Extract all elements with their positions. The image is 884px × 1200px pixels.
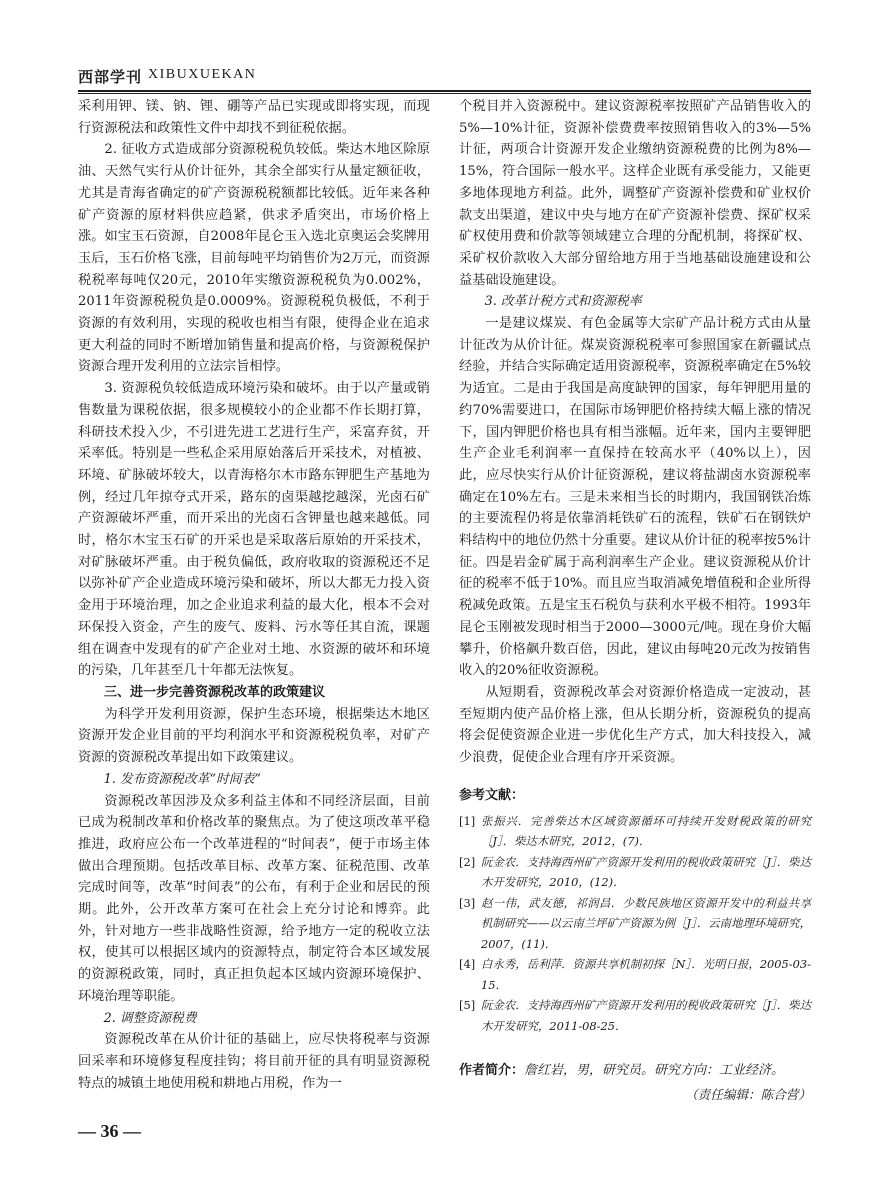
paragraph: 资源税改革因涉及众多利益主体和不同经济层面，目前已成为税制改革和价格改革的聚焦点。为了使这项改革平稳推进，政府应公布一个改革进程的“时间表”，便于市场主体做出合理预期。包括改革目标、改革方案、征税范围、改革完成时间等，改革“时间表”的公布，有利于企业和居民的预期。此外，公开改革方案可在社会上充分讨论和博弈。此外，针对地方一些非战略性资源，给予地方一定的税收立法权，使其可以根据区域内的资源特点，制定符合本区域发展的资源税政策，同时，真正担负起本区域内资源环境保护、环境治理等职能。 [78,793,430,1004]
right-column [459,96,811,1105]
reference-item [459,954,811,995]
responsible-editor: （责任编辑：陈合营） [685,1086,811,1102]
left-column [78,96,430,1094]
reference-number: [5] [459,998,476,1012]
section-heading: 三、进一步完善资源税改革的政策建议 [104,684,326,700]
header-rule-thin [78,93,811,94]
reference-text: 阮金农．支持海西州矿产资源开发利用的税收政策研究［J］．柴达木开发研究，2011-08-25． [481,998,811,1033]
author-bio-text: 詹红岩，男，研究员。研究方向：工业经济。 [524,1063,785,1078]
reference-item [459,893,811,955]
paragraph: 3. 资源税负较低造成环境污染和破坏。由于以产量或销售数量为课税依据，很多规模较小的企业都不作长期打算，科研技术投入少，不引进先进工艺进行生产，采富弃贫，开采率低。特别是一些私企采用原始落后开采技术，对植被、环境、矿脉破坏较大，以青海格尔木市路东钾肥生产基地为例，经过几年掠夺式开采，路东的卤渠越挖越深，光卤石矿产资源破坏严重，而开采出的光卤石含钾量也越来越低。同时，格尔木宝玉石矿的开采也是采取落后原始的开采技术，对矿脉破坏严重。由于税负偏低，政府收取的资源税还不足以弥补矿产企业造成环境污染和破坏，所以大都无力投入资金用于环境治理，加之企业追求利益的最大化，根本不会对环保投入资金，产生的废气、废料、污水等任其自流，课题组在调查中发现有的矿产企业对土地、水资源的破坏和环境的污染，几年甚至几十年都无法恢复。 [78,381,430,679]
journal-name-pinyin: XIBUXUEKAN [148,67,257,82]
paragraph: 采利用钾、镁、钠、锂、硼等产品已实现或即将实现，而现行资源税法和政策性文件中却找不到征税依据。 [78,99,430,136]
author-bio [459,1060,811,1082]
reference-item [459,852,811,893]
paragraph: 为科学开发利用资源，保护生态环境，根据柴达木地区资源开发企业目前的平均利润水平和资源税税负率，对矿产资源的资源税改革提出如下政策建议。 [78,706,430,766]
author-bio-label: 作者简介： [459,1063,525,1078]
reference-text: 阮金农．支持海西州矿产资源开发利用的税收政策研究［J］．柴达木开发研究，2010，(12)． [481,854,811,889]
paragraph: 2. 征收方式造成部分资源税税负较低。柴达木地区除原油、天然气实行从价计征外，其余全部实行从量定额征收，尤其是青海省确定的矿产资源税税额都比较低。近年来各种矿产资源的原材料供应趋紧，供求矛盾突出，市场价格上涨。如宝玉石资源，自2008年昆仑玉入选北京奥运会奖牌用玉后，玉石价格飞涨，目前每吨平均销售价为2万元，而资源税税率每吨仅20元，2010年实缴资源税税负为0.002%，2011年资源税税负是0.0009%。资源税税负极低，不利于资源的有效利用，实现的税收也相当有限，使得企业在追求更大利益的同时不断增加销售量和提高价格，与资源税保护资源合理开发利用的立法宗旨相悖。 [78,142,430,375]
reference-list [459,811,811,1037]
reference-text: 张振兴．完善柴达木区域资源循环可持续开发财税政策的研究［J］．柴达木研究，2012，(7)． [481,813,811,848]
reference-item [459,995,811,1036]
reference-text: 白永秀，岳利萍．资源共享机制初探［N］．光明日报，2005-03-15． [481,957,811,992]
reference-number: [1] [459,813,476,828]
reference-number: [4] [459,957,476,971]
header-rule [78,90,811,92]
paragraph: 从短期看，资源税改革会对资源价格造成一定波动，甚至短期内使产品价格上涨，但从长期分析，资源税负的提高将会促使资源企业进一步优化生产方式，加大科技投入，减少浪费，促使企业合理有序开采资源。 [459,684,811,766]
subsection-heading: 3. 改革计税方式和资源税率 [484,294,642,310]
reference-number: [3] [459,895,476,910]
running-header [78,66,811,92]
paragraph: 一是建议煤炭、有色金属等大宗矿产品计税方式由从量计征改为从价计征。煤炭资源税税率可参照国家在新疆试点经验，并结合实际确定适用资源税率，资源税率确定在5%较为适宜。二是由于我国是高度缺钾的国家，每年钾肥用量的约70%需要进口，在国际市场钾肥价格持续大幅上涨的情况下，国内钾肥价格也具有相当涨幅。近年来，国内主要钾肥生产企业毛利润率一直保持在较高水平（40%以上），因此，应尽快实行从价计征资源税，建议将盐湖卤水资源税率确定在10%左右。三是未来相当长的时期内，我国钢铁冶炼的主要流程仍将是依靠消耗铁矿石的流程，铁矿石在钢铁炉料结构中的地位仍然十分重要。建议从价计征的税率按5%计征。四是岩金矿属于高利润率生产企业。建议资源税从价计征的税率不低于10%。而且应当取消减免增值税和企业所得税减免政策。五是宝玉石税负与获利水平极不相符。1993年昆仑玉刚被发现时相当于2000—3000元/吨。现在身价大幅攀升，价格飙升数百倍，因此，建议由每吨20元改为按销售收入的20%征收资源税。 [459,316,811,679]
reference-text: 赵一伟，武友德，祁润昌．少数民族地区资源开发中的利益共享机制研究——以云南兰坪矿产资源为例［J］．云南地理环境研究，2007，(11)． [481,895,811,951]
page-number: — 36 — [78,1121,141,1141]
paragraph: 个税目并入资源税中。建议资源税率按照矿产品销售收入的5%—10%计征，资源补偿费费率按照销售收入的3%—5%计征，两项合计资源开发企业缴纳资源税费的比例为8%—15%，符合国际一般水平。这样企业既有承受能力，又能更多地体现地方利益。此外，调整矿产资源补偿费和矿业权价款支出渠道，建议中央与地方在矿产资源补偿费、探矿权采矿权使用费和价款等领域建立合理的分配机制，将探矿权、采矿权价款收入大部分留给地方用于当地基础设施建设和公益基础设施建设。 [459,99,811,288]
references-heading: 参考文献： [459,787,525,803]
journal-name-cn: 西部学刊 [78,68,143,86]
subsection-heading: 1. 发布资源税改革“时间表” [103,771,261,787]
paragraph: 资源税改革在从价计征的基础上，应尽快将税率与资源回采率和环境修复程度挂钩；将目前开征的具有明显资源税特点的城镇土地使用税和耕地占用税，作为一 [78,1032,430,1091]
reference-item [459,811,811,852]
reference-number: [2] [459,854,476,869]
subsection-heading: 2. 调整资源税费 [103,1010,197,1026]
